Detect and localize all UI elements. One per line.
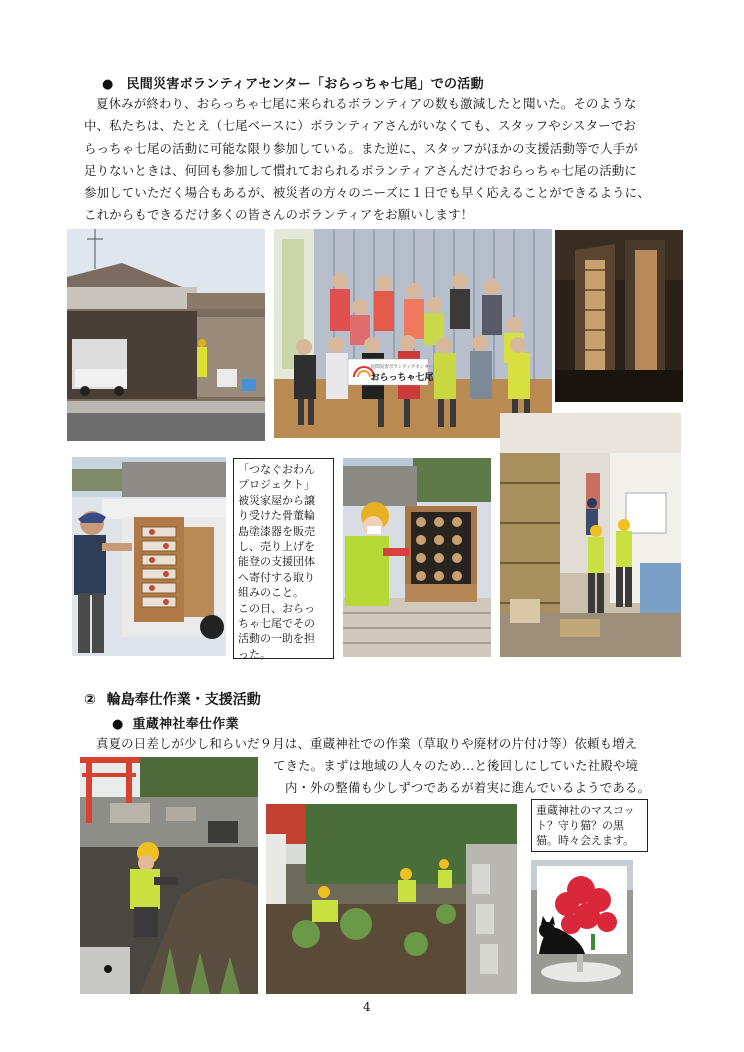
section2-paragraph-line3: 内・外の整備も少しずつであるが着実に進んでいるようである。	[285, 780, 651, 795]
caption-line: へ寄付する取り	[238, 570, 315, 584]
paragraph-line: これからもできるだけ多くの皆さんのボランティアをお願いします！	[84, 207, 474, 223]
photo-shrine-garden	[266, 804, 517, 994]
caption-line: し、売り上げを	[238, 540, 315, 554]
caption-line: ちゃ七尾でその	[238, 617, 315, 631]
photo-interior-dark	[555, 230, 683, 402]
caption-line: プロジェクト」	[238, 478, 315, 492]
section1-heading	[102, 73, 484, 92]
caption-line: 活動の一助を担	[238, 632, 315, 646]
section2-title	[84, 689, 261, 709]
page-number: 4	[363, 1000, 371, 1014]
paragraph-line: 参加していただく場合もあるが、被災者の方々のニーズに１日でも早く応えることができるように、	[84, 185, 650, 201]
section2-subheading	[112, 713, 239, 732]
photo-shrine-worker	[80, 757, 258, 994]
paragraph-line: 夏休みが終わり、おらっちゃ七尾に来られるボランティアの数も激減したと聞いた。そのような	[96, 96, 637, 111]
photo-group	[274, 229, 552, 438]
section2-subheading-text: 重蔵神社奉仕作業	[132, 717, 239, 732]
banner-main-text: おらっちゃ七尾	[370, 373, 434, 383]
photo-warehouse	[67, 229, 265, 441]
bullet-icon: ●	[112, 717, 124, 732]
caption-line: 能登の支援団体	[238, 555, 315, 569]
section1-heading-text: 民間災害ボランティアセンター「おらっちゃ七尾」での活動	[126, 77, 484, 92]
paragraph-line: 足りないときは、何回も参加して慣れておられるボランティアさんだけでおらっちゃ七尾の活動に	[84, 162, 637, 178]
photo-storage-room	[500, 413, 681, 657]
photo-boxes-truck	[72, 457, 226, 656]
caption-line: この日、おらっ	[238, 601, 315, 615]
caption-line: 猫。時々会えます。	[536, 834, 635, 847]
caption-line: 「つなぐおわん	[238, 463, 315, 476]
caption-line: ト？守り猫？の黒	[536, 819, 624, 832]
section2-paragraph-line2: てきた。まずは地域の人々のため…と後回しにしていた社殿や境	[273, 758, 639, 773]
caption-line: 被災家屋から譲	[238, 493, 315, 507]
caption-line: 重蔵神社のマスコッ	[536, 804, 635, 817]
paragraph-line: 中、私たちは、たとえ（七尾ベースに）ボランティアさんがいなくても、スタッフやシスターでお	[84, 118, 637, 134]
photo-lacquerware	[343, 458, 491, 657]
caption-cat	[531, 799, 648, 852]
caption-line: り受けた骨董輪	[238, 509, 315, 523]
caption-line: 島塗漆器を販売	[238, 524, 315, 538]
banner-small-text: 民間災害ボランティアセンター	[370, 365, 434, 370]
paragraph-line: らっちゃ七尾の活動に可能な限り参加している。また逆に、スタッフがほかの支援活動等で人手が	[84, 140, 638, 156]
section1-paragraph	[84, 93, 650, 227]
caption-line: った。	[238, 647, 271, 661]
photo-black-cat	[531, 860, 633, 994]
section2-paragraph-line1: 真夏の日差しが少し和らいだ９月は、重蔵神社での作業（草取りや廃材の片付け等）依頼も増え	[96, 736, 638, 751]
section-number: ②	[84, 692, 96, 708]
caption-line: 組みのこと。	[238, 586, 304, 600]
section2-title-text: 輪島奉仕作業・支援活動	[106, 692, 261, 708]
bullet-icon: ●	[102, 77, 114, 92]
caption-tsunagu-owan	[233, 458, 334, 659]
